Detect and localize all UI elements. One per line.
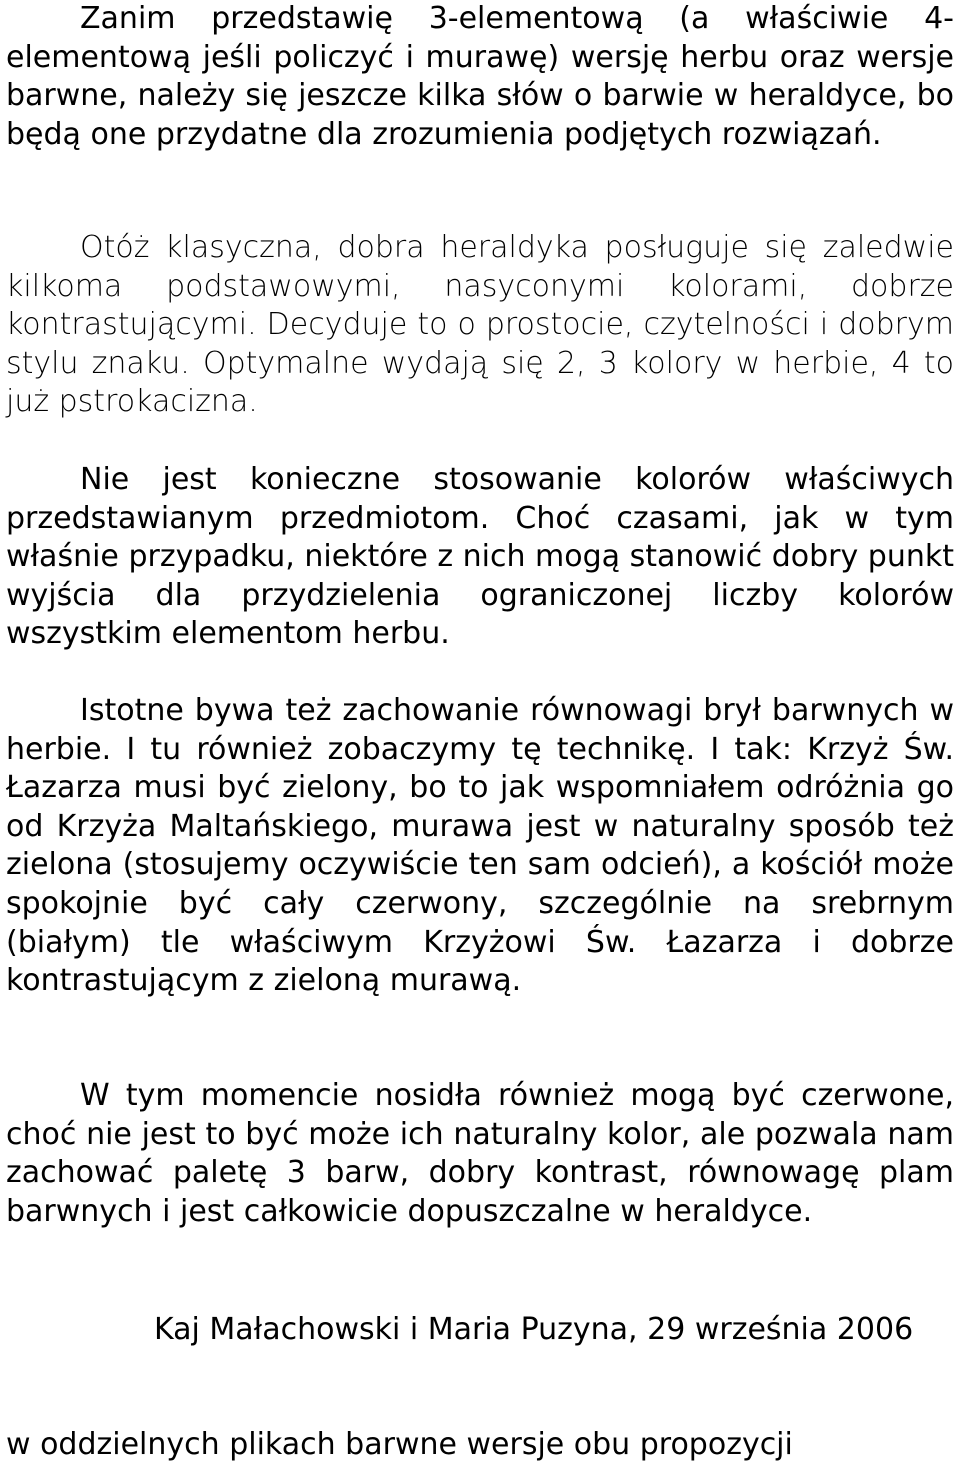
paragraph-color-balance: Istotne bywa też zachowanie równowagi brył barwnych w herbie. I tu również zobaczymy tę technikę. I tak: Krzyż Św. Łazarza musi być zielony, bo to jak wspomniałem odróżnia go od Krzyża Maltańskiego, murawa jest w naturalny sposób też zielona (stosujemy oczywiście ten sam odcień), a kościół może spokojnie być cały czerwony, szczególnie na srebrnym (białym) tle właściwym Krzyżowi Św. Łazarza i dobrze kontrastującym z zieloną murawą. — [6, 693, 954, 999]
paragraph-classic-heraldry: Otóż klasyczna, dobra heraldyka posługuje się zaledwie kilkoma podstawowymi, nasyconymi kolorami, dobrze kontrastującymi. Decyduje to o prostocie, czytelności i dobrym stylu znaku. Optymalne wydają się 2, 3 kolory w herbie, 4 to już pstrokacizna. — [6, 230, 954, 420]
paragraph-intro: Zanim przedstawię 3-elementową (a właściwie 4-elementową jeśli policzyć i murawę) wersję herbu oraz wersje barwne, należy się jeszcze kilka słów o barwie w heraldyce, bo będą one przydatne dla zrozumienia podjętych rozwiązań. — [6, 1, 954, 152]
footnote-color-versions: w oddzielnych plikach barwne wersje obu propozycji — [6, 1427, 793, 1462]
author-signature: Kaj Małachowski i Maria Puzyna, 29 września 2006 — [154, 1312, 914, 1347]
paragraph-proper-colors: Nie jest konieczne stosowanie kolorów właściwych przedstawianym przedmiotom. Choć czasami, jak w tym właśnie przypadku, niektóre z nich mogą stanowić dobry punkt wyjścia dla przydzielenia ograniczonej liczby kolorów wszystkim elementom herbu. — [6, 462, 954, 652]
paragraph-red-carriers: W tym momencie nosidła również mogą być czerwone, choć nie jest to być może ich naturalny kolor, ale pozwala nam zachować paletę 3 barw, dobry kontrast, równowagę plam barwnych i jest całkowicie dopuszczalne w heraldyce. — [6, 1078, 954, 1229]
